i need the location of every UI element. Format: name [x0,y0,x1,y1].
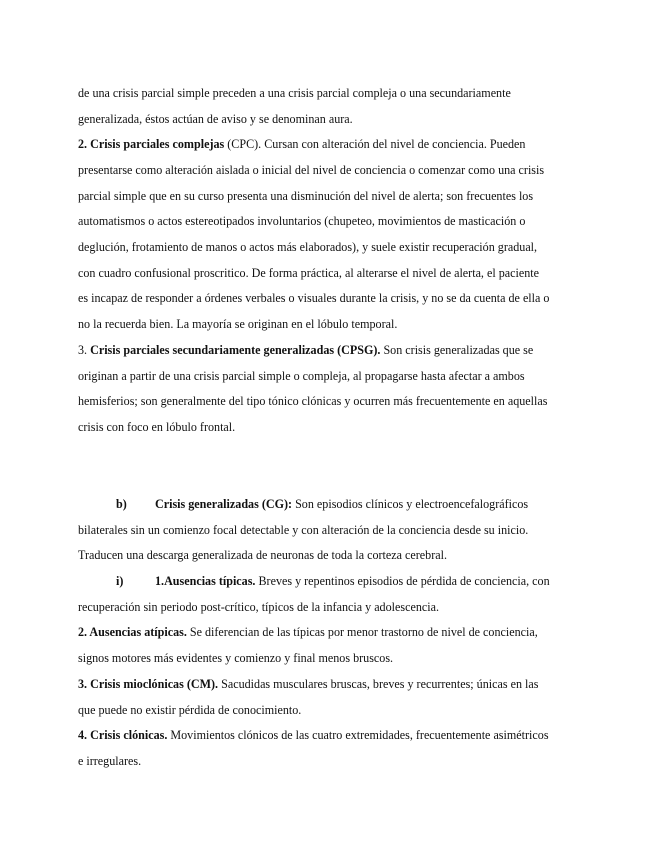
cg-line-2: bilaterales sin un comienzo focal detectable y con alteración de la conciencia desde su inicio. [78,523,529,537]
clonicas-title: 4. Crisis clónicas. [78,728,168,742]
cpsg-title: Crisis parciales secundariamente generalizadas (CPSG). [90,343,381,357]
cpsg-line-4: crisis con foco en lóbulo frontal. [78,420,236,434]
ausencias-tipicas-title: 1.Ausencias típicas. [155,574,256,588]
mioclonicas-line-1 [78,677,538,691]
cpsg-line-3: hemisferios; son generalmente del tipo tónico clónicas y ocurren más frecuentemente en aquellas [78,394,548,408]
ausencias-tipicas-line-1 [155,574,550,588]
ausencias-tipicas-text: Breves y repentinos episodios de pérdida de conciencia, con [255,574,550,588]
cpc-line-6: con cuadro confusional proscritico. De forma práctica, al alterarse el nivel de alerta, el paciente [78,266,540,280]
intro-line-1: de una crisis parcial simple preceden a una crisis parcial compleja o una secundariamente [78,86,511,100]
cpsg-number: 3. [78,343,91,357]
cg-list-label: b) [116,497,127,511]
ausencias-atipicas-line-2: signos motores más evidentes y comienzo y final menos bruscos. [78,651,394,665]
cpc-line-8: no la recuerda bien. La mayoría se originan en el lóbulo temporal. [78,317,398,331]
cpc-line-1 [78,137,525,151]
cpc-text: (CPC). Cursan con alteración del nivel de conciencia. Pueden [224,137,526,151]
ausencias-tipicas-line-2: recuperación sin periodo post-crítico, típicos de la infancia y adolescencia. [78,600,439,614]
clonicas-line-2: e irregulares. [78,754,142,768]
cpc-line-2: presentarse como alteración aislada o inicial del nivel de conciencia o comenzar como una crisis [78,163,545,177]
clonicas-line-1 [78,728,549,742]
ausencias-atipicas-text: Se diferencian de las típicas por menor trastorno de nivel de conciencia, [186,625,538,639]
cpc-title: 2. Crisis parciales complejas [78,137,225,151]
cpsg-line-1 [78,343,533,357]
mioclonicas-line-2: que puede no existir pérdida de conocimiento. [78,703,302,717]
cpc-line-4: automatismos o actos estereotipados involuntarios (chupeteo, movimientos de masticación o [78,214,526,228]
cpc-line-7: es incapaz de responder a órdenes verbales o visuales durante la crisis, y no se da cuenta de ella o [78,291,550,305]
ausencias-atipicas-title: 2. Ausencias atípicas. [78,625,187,639]
cpc-line-5: deglución, frotamiento de manos o actos más elaborados), y suele existir recuperación gradual, [78,240,538,254]
intro-line-2: generalizada, éstos actúan de aviso y se denominan aura. [78,112,353,126]
cg-line-1 [155,497,528,511]
ausencias-atipicas-line-1 [78,625,538,639]
clonicas-text: Movimientos clónicos de las cuatro extremidades, frecuentemente asimétricos [167,728,549,742]
ausencias-tipicas-list-label: i) [116,574,124,588]
mioclonicas-title: 3. Crisis mioclónicas (CM). [78,677,219,691]
cg-text: Son episodios clínicos y electroencefalográficos [292,497,529,511]
cg-title: Crisis generalizadas (CG): [155,497,293,511]
cpsg-line-2: originan a partir de una crisis parcial simple o compleja, al propagarse hasta afectar a ambos [78,369,525,383]
cg-line-3: Traducen una descarga generalizada de neuronas de toda la corteza cerebral. [78,548,448,562]
cpc-line-3: parcial simple que en su curso presenta una disminución del nivel de alerta; son frecuentes los [78,189,534,203]
cpsg-text: Son crisis generalizadas que se [380,343,534,357]
mioclonicas-text: Sacudidas musculares bruscas, breves y recurrentes; únicas en las [218,677,539,691]
